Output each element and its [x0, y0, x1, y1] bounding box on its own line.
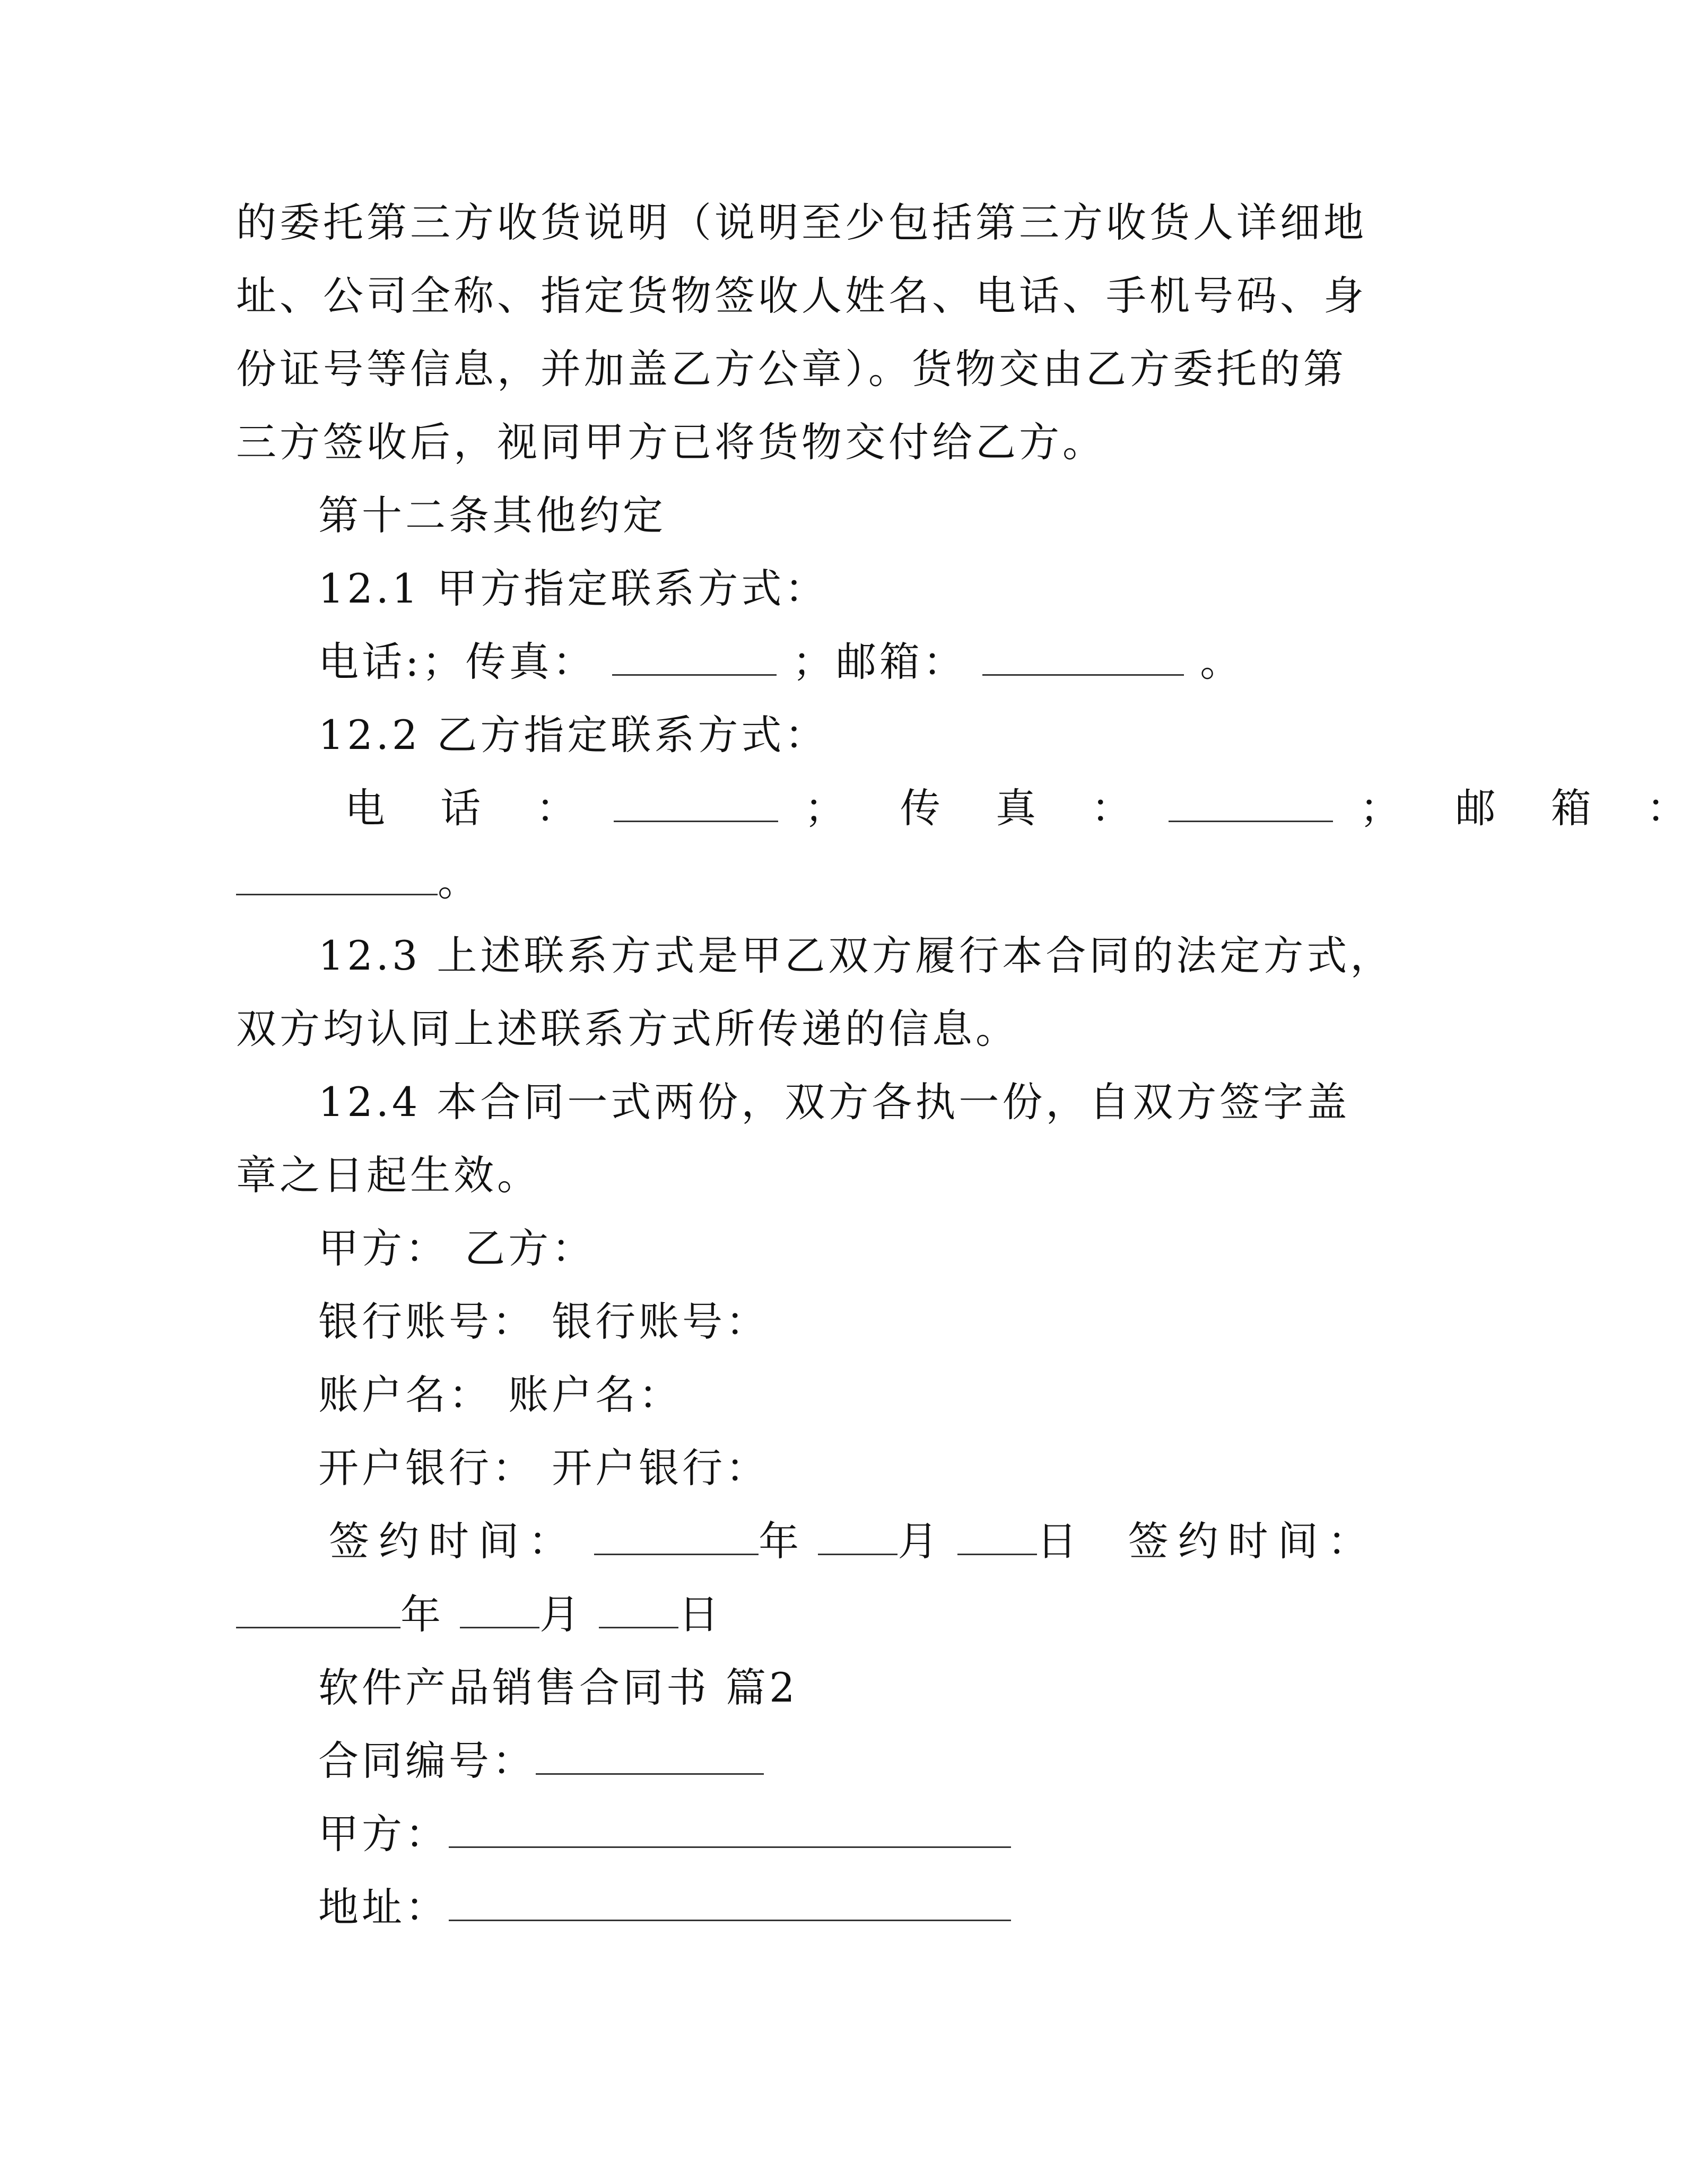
clause-12-2-email	[236, 855, 1318, 908]
fax-blank	[1169, 783, 1333, 822]
contract-number-label: 合同编号：	[318, 1737, 536, 1784]
day-label: 日	[678, 1591, 722, 1638]
section-2-title: 软件产品销售合同书 篇2	[318, 1664, 798, 1711]
account-name-labels: 账户名： 账户名：	[318, 1371, 683, 1418]
fax-blank	[612, 637, 777, 676]
address-blank	[449, 1882, 1011, 1921]
party-a-label: 甲方：	[318, 1810, 449, 1858]
sign-date-row-b	[236, 1588, 1318, 1641]
clause-12-2: 12.2 乙方指定联系方式：	[318, 711, 829, 758]
email-blank	[236, 857, 438, 895]
contract-number-blank	[536, 1736, 764, 1775]
address-row	[318, 1881, 1318, 1934]
paragraph-line: 三方签收后，视同甲方已将货物交付给乙方。	[236, 418, 1106, 466]
phone-blank	[614, 783, 778, 822]
paragraph-line: 章之日起生效。	[236, 1152, 541, 1199]
line-end: 。	[438, 858, 481, 905]
sign-time-label-b: 签约时间：	[1128, 1518, 1378, 1565]
year-label: 年	[759, 1518, 803, 1565]
month-blank	[818, 1516, 897, 1555]
party-labels: 甲方： 乙方：	[318, 1225, 596, 1272]
article-12-title: 第十二条其他约定	[318, 492, 666, 539]
party-a-blank	[449, 1809, 1011, 1848]
address-label: 地址：	[318, 1884, 449, 1931]
year-label: 年	[400, 1591, 444, 1638]
clause-12-1: 12.1 甲方指定联系方式：	[318, 565, 829, 612]
month-label: 月	[539, 1591, 583, 1638]
day-blank	[957, 1516, 1037, 1555]
contract-number-row	[318, 1734, 1318, 1788]
day-label: 日	[1036, 1518, 1080, 1565]
sign-time-label: 签约时间：	[329, 1518, 578, 1565]
month-label: 月	[897, 1518, 942, 1565]
paragraph-line: 双方均认同上述联系方式所传递的信息。	[236, 1005, 1019, 1052]
fax-label: ； 传 真 ：	[804, 784, 1153, 832]
paragraph-line: 的委托第三方收货说明（说明至少包括第三方收货人详细地	[236, 199, 1367, 246]
year-blank	[236, 1590, 400, 1628]
bank-account-labels: 银行账号： 银行账号：	[318, 1298, 770, 1345]
clause-12-3: 12.3 上述联系方式是甲乙双方履行本合同的法定方式，	[318, 932, 1394, 979]
paragraph-line: 址、公司全称、指定货物签收人姓名、电话、手机号码、身	[236, 272, 1367, 319]
phone-label: 电 话 ：	[345, 784, 598, 832]
sign-date-row	[329, 1515, 1378, 1568]
month-blank	[460, 1590, 539, 1628]
bank-labels: 开户银行： 开户银行：	[318, 1444, 770, 1492]
clause-12-2-contacts	[345, 782, 1708, 835]
day-blank	[599, 1590, 678, 1628]
email-label: ； 邮 箱 ：	[1360, 784, 1708, 832]
email-label: ；邮箱：	[792, 638, 966, 685]
clause-12-4: 12.4 本合同一式两份，双方各执一份，自双方签字盖	[318, 1078, 1350, 1126]
phone-fax-label: 电话:；传真：	[318, 638, 596, 685]
paragraph-line: 份证号等信息，并加盖乙方公章）。货物交由乙方委托的第	[236, 345, 1347, 393]
clause-12-1-contacts	[318, 635, 1318, 688]
year-blank	[594, 1516, 759, 1555]
party-a-row	[318, 1808, 1318, 1861]
line-end: 。	[1200, 638, 1244, 685]
email-blank	[982, 637, 1184, 676]
